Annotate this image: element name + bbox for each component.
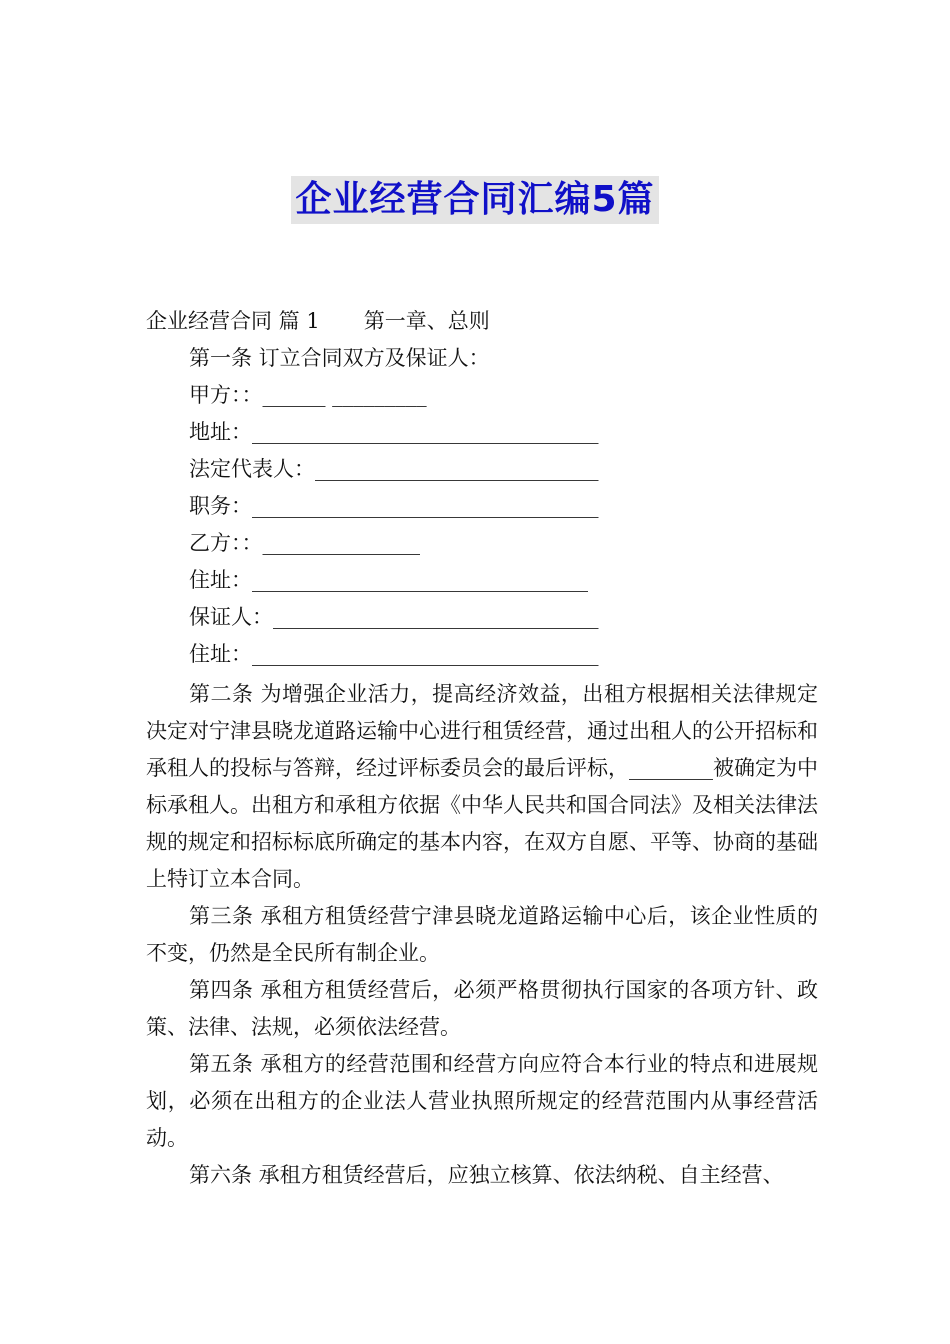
article-paragraph: 第二条 为增强企业活力，提高经济效益，出租方根据相关法律规定决定对宁津县晓龙道路运输中心进行租赁经营，通过出租人的公开招标和承租人的投标与答辩，经过评标委员会的最后评标，________被确定为中标承租人。出租方和承租方依据《中华人民共和国合同法》及相关法律法规的规定和招标标底所确定的基本内容，在双方自愿、平等、协商的基础上特订立本合同。	[146, 682, 818, 891]
field-address-a: 地址：_________________________________	[189, 420, 599, 444]
field-guarantor: 保证人：_______________________________	[189, 605, 599, 629]
field-residence-b: 住址：________________________________	[189, 568, 588, 592]
article-paragraph: 第六条 承租方租赁经营后，应独立核算、依法纳税、自主经营、	[189, 1163, 784, 1187]
field-legal-representative: 法定代表人：___________________________	[189, 457, 599, 481]
chapter-heading: 第一章、总则	[363, 309, 490, 333]
field-residence-guarantor: 住址：_________________________________	[189, 642, 599, 666]
field-position: 职务：_________________________________	[189, 494, 599, 518]
document-title: 企业经营合同汇编5篇	[291, 176, 658, 224]
field-party-a: 甲方：：______ _________	[189, 383, 427, 407]
title-block	[0, 176, 950, 224]
article-paragraph: 第四条 承租方租赁经营后，必须严格贯彻执行国家的各项方针、政策、法律、法规，必须依法经营。	[146, 978, 818, 1039]
article-paragraph: 第三条 承租方租赁经营宁津县晓龙道路运输中心后，该企业性质的不变，仍然是全民所有制企业。	[146, 904, 818, 965]
field-party-b: 乙方：：_______________	[189, 531, 420, 555]
part-heading: 企业经营合同 篇 1	[146, 309, 320, 333]
article-heading: 第一条 订立合同双方及保证人：	[189, 346, 490, 370]
section-heading	[146, 306, 490, 336]
article-paragraph: 第五条 承租方的经营范围和经营方向应符合本行业的特点和进展规划，必须在出租方的企业法人营业执照所规定的经营范围内从事经营活动。	[146, 1052, 818, 1150]
